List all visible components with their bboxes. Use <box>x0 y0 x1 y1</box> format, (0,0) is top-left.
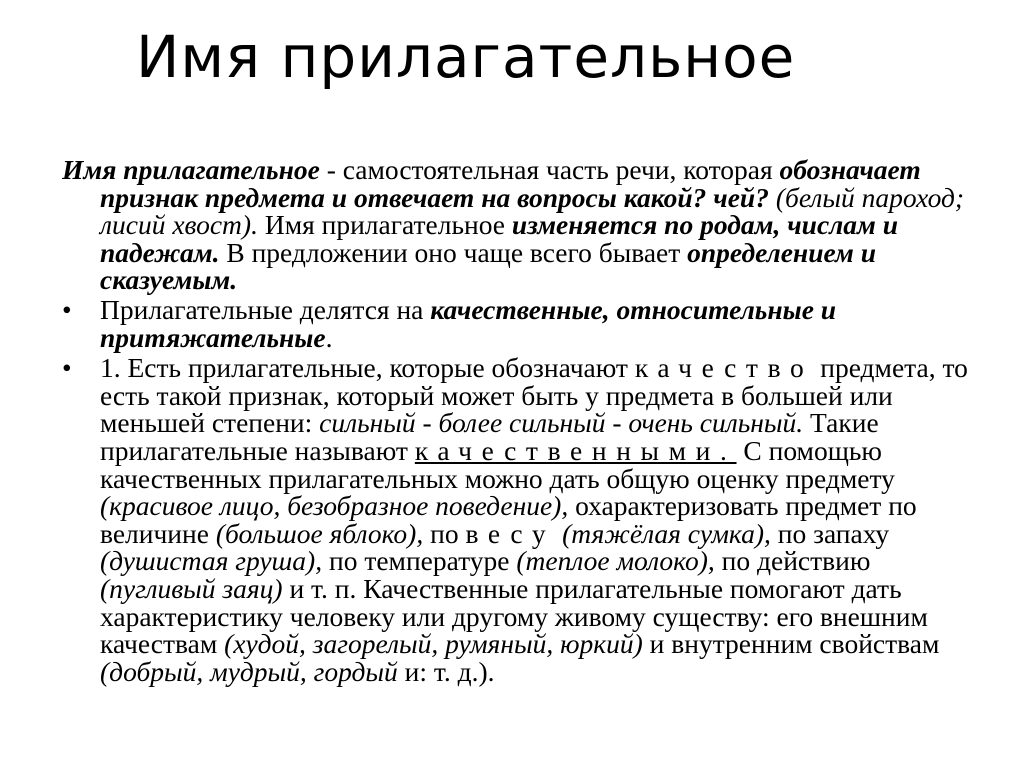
definition-paragraph <box>62 156 982 294</box>
bullet-emphasis: качественные, относительные и притяжательные <box>100 293 837 353</box>
bullet-item-classes <box>62 293 982 353</box>
bullet-text: и внутренним свойствам <box>642 628 940 660</box>
slide-title: Имя прилагательное <box>136 23 796 91</box>
bullet-text: и: т. д.). <box>397 655 495 687</box>
slide-body <box>62 156 982 685</box>
bullet-text: Такие прилагательные называют <box>100 407 879 466</box>
underlined-term: качественными. <box>414 434 737 466</box>
bullet-icon: • <box>62 352 72 384</box>
spaced-word: весу <box>465 517 556 549</box>
definition-emphasis: обозначает признак предмета и отвечает на вопросы какой? чей? <box>100 154 921 213</box>
bullet-text: . <box>325 321 333 353</box>
bullet-text: по запаху <box>770 517 890 549</box>
example-text: (большое яблоко), <box>215 517 424 549</box>
definition-term: Имя прилагательное <box>62 154 320 185</box>
bullet-text: охарактеризовать предмет по величине <box>100 490 917 549</box>
bullet-text: предмета, то есть такой признак, который может быть у предмета в большей или меньшей степени: <box>100 352 968 439</box>
example-text: (пугливый заяц) <box>100 572 283 604</box>
spaced-word: качество <box>634 352 814 384</box>
definition-example: (белый пароход; лисий хвост). <box>100 181 965 241</box>
bullet-item-qualitative <box>62 354 982 685</box>
bullet-text: С помощью качественных прилагательных можно дать общую оценку предмету <box>100 434 895 494</box>
definition-text: - самостоятельная часть речи, которая <box>319 154 780 185</box>
bullet-text: по температуре <box>322 545 517 577</box>
example-text: (теплое молоко), <box>516 545 715 577</box>
example-text: (красивое лицо, безобразное поведение), <box>100 490 569 522</box>
bullet-text: по действию <box>714 545 871 577</box>
definition-emphasis: определением и сказуемым. <box>100 236 877 296</box>
bullet-text: по <box>423 517 466 549</box>
bullet-text: Прилагательные делятся на <box>100 293 431 325</box>
bullet-text: и т. п. Качественные прилагательные помогают дать характеристику человеку или другому живому существу: его внешним качествам <box>100 572 928 660</box>
definition-text: В предложении оно чаще всего бывает <box>219 236 688 268</box>
example-text: (тяжёлая сумка), <box>562 517 771 549</box>
example-text: (душистая груша), <box>100 545 323 577</box>
example-text: (добрый, мудрый, гордый <box>100 655 398 687</box>
example-text: (худой, загорелый, румяный, юркий) <box>224 628 643 660</box>
example-text: сильный - более сильный - очень сильный. <box>319 407 804 439</box>
definition-text: Имя прилагательное <box>257 209 512 241</box>
bullet-text: 1. Есть прилагательные, которые обозначают <box>100 352 635 384</box>
definition-emphasis: изменяется по родам, числам и падежам. <box>100 209 899 268</box>
bullet-icon: • <box>62 293 72 325</box>
